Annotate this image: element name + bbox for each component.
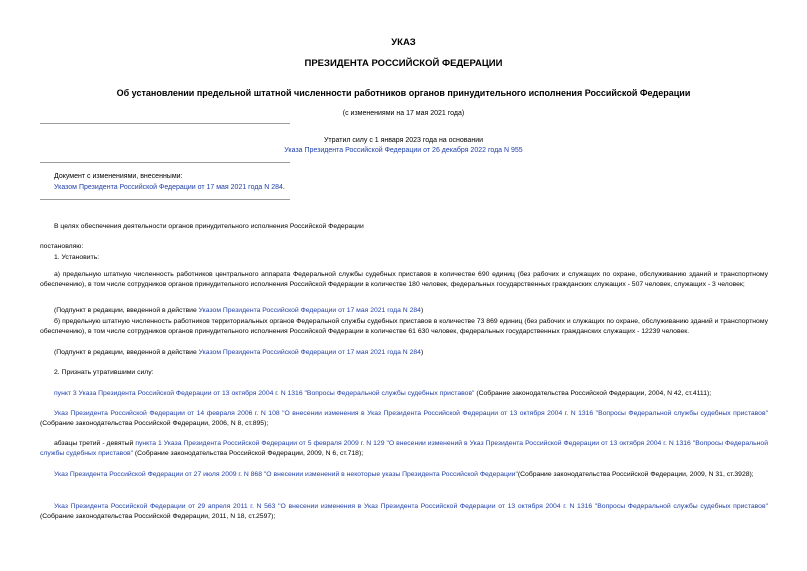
divider <box>40 162 290 163</box>
amendment-link[interactable]: Указом Президента Российской Федерации от 17 мая 2021 года N 284 <box>54 184 283 191</box>
decree-subtitle: ПРЕЗИДЕНТА РОССИЙСКОЙ ФЕДЕРАЦИИ <box>304 58 503 69</box>
status-line: Утратил силу с 1 января 2023 года на основании <box>323 137 484 144</box>
repealed-item-1 <box>40 389 768 399</box>
revision-note: (с изменениями на 17 мая 2021 года) <box>342 110 465 117</box>
repealed-source-4: (Собрание законодательства Российской Федерации, 2009, N 31, ст.3928); <box>517 471 754 478</box>
repealed-prefix-3: абзацы третий - девятый <box>54 440 136 447</box>
repealed-item-4 <box>40 470 768 480</box>
edit-note-link[interactable]: Указом Президента Российской Федерации от 17 мая 2021 года N 284 <box>198 349 421 356</box>
repealed-item-3 <box>40 439 768 459</box>
decree-word: постановляю: <box>40 243 84 250</box>
repealed-link-4[interactable]: Указ Президента Российской Федерации от 27 июля 2009 г. N 868 "О внесении изменений в некоторые указы Президента Российской Федерации" <box>54 471 518 478</box>
decree-title: УКАЗ <box>391 37 416 48</box>
item-2-heading: 2. Признать утратившими силу: <box>54 369 154 376</box>
repealed-link-3[interactable]: пункта 1 Указа Президента Российской Федерации от 5 февраля 2009 г. N 129 "О внесении изменений в Указ Президента Российской Федерации от 13 октября 2004 г. N 1316 "Вопросы Федеральной службы судебных приставов" <box>40 440 768 457</box>
edit-note-a <box>54 306 423 316</box>
paragraph-a: а) предельную штатную численность работников центрального аппарата Федеральной службы судебных приставов в количестве 690 единиц (без рабочих и служащих по охране, обслуживанию зданий и транспортному обеспечению), в том числе сотрудников органов принудительного исполнения Российской Федерации в количестве 180 человек, федеральных государственных гражданских служащих - 507 человек, служащих - 3 человек; <box>40 271 768 288</box>
preamble: В целях обеспечения деятельности органов принудительного исполнения Российской Федерации <box>54 223 364 230</box>
repealed-item-5 <box>40 502 768 522</box>
changes-line <box>54 184 285 191</box>
repealed-link-2[interactable]: Указ Президента Российской Федерации от 14 февраля 2006 г. N 108 "О внесении изменения в Указ Президента Российской Федерации от 13 октября 2004 г. N 1316 "Вопросы Федеральной службы судебных приставов" <box>54 410 768 417</box>
repealed-source-2: (Собрание законодательства Российской Федерации, 2006, N 8, ст.895); <box>40 420 269 427</box>
document-title: Об установлении предельной штатной численности работников органов принудительного исполнения Российской Федерации <box>116 88 691 98</box>
paragraph-b: б) предельную штатную численность работников территориальных органов Федеральной службы судебных приставов в количестве 73 869 единиц (без рабочих и служащих по охране, обслуживанию зданий и транспортному обеспечению), в том числе сотрудников органов принудительного исполнения Российской Федерации в количестве 61 630 человек, федеральных государственных гражданских служащих - 12239 человек. <box>40 318 768 335</box>
edit-note-prefix: (Подпункт в редакции, введенной в действие <box>54 307 199 314</box>
repealed-link-1[interactable]: пункт 3 Указа Президента Российской Федерации от 13 октября 2004 г. N 1316 "Вопросы Федеральной службы судебных приставов" <box>54 390 475 397</box>
repealed-item-2 <box>40 409 768 429</box>
changes-period: . <box>282 184 285 191</box>
edit-note-suffix: ) <box>420 349 424 356</box>
changes-label: Документ с изменениями, внесенными: <box>54 173 183 180</box>
item-1-heading: 1. Установить: <box>54 254 100 261</box>
divider <box>40 199 290 200</box>
edit-note-b <box>54 348 423 358</box>
repeal-decree-link[interactable]: Указа Президента Российской Федерации от 26 декабря 2022 года N 955 <box>284 147 523 154</box>
edit-note-link[interactable]: Указом Президента Российской Федерации от 17 мая 2021 года N 284 <box>198 307 421 314</box>
edit-note-suffix: ) <box>420 307 424 314</box>
repealed-link-5[interactable]: Указ Президента Российской Федерации от 29 апреля 2011 г. N 563 "О внесении изменения в Указ Президента Российской Федерации от 13 октября 2004 г. N 1316 "Вопросы Федеральной службы судебных приставов" <box>54 503 768 510</box>
repealed-source-3: (Собрание законодательства Российской Федерации, 2009, N 6, ст.718); <box>133 450 364 457</box>
divider <box>40 123 290 124</box>
repealed-source-1: (Собрание законодательства Российской Федерации, 2004, N 42, ст.4111); <box>474 390 712 397</box>
edit-note-prefix: (Подпункт в редакции, введенной в действие <box>54 349 199 356</box>
repealed-source-5: (Собрание законодательства Российской Федерации, 2011, N 18, ст.2597); <box>40 513 276 520</box>
